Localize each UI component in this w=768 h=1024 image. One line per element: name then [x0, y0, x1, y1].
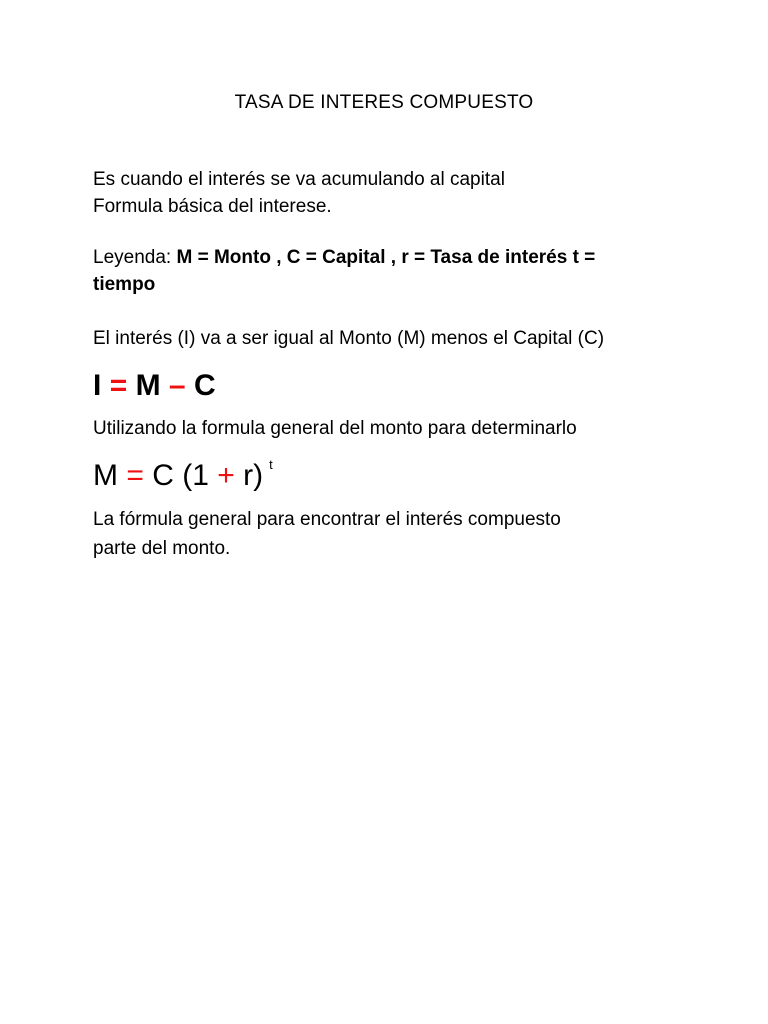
closing-line-1: La fórmula general para encontrar el interés compuesto: [93, 509, 561, 530]
formula1-minus: –: [168, 369, 186, 402]
closing-line-2: parte del monto.: [93, 538, 231, 559]
formula2-part-b: r): [243, 459, 264, 492]
interest-formula: [93, 366, 216, 406]
formula2-exponent: t: [269, 457, 273, 472]
legend-line-1: [93, 245, 595, 271]
formula1-middle: M: [135, 369, 161, 402]
legend-label: Leyenda:: [93, 247, 177, 268]
formula2-plus: +: [217, 459, 235, 492]
document-title: TASA DE INTERES COMPUESTO: [234, 92, 534, 113]
formula2-equals: =: [126, 459, 144, 492]
general-formula-sentence: Utilizando la formula general del monto para determinarlo: [93, 418, 577, 439]
formula2-part-a: C (1: [152, 459, 209, 492]
formula1-equals: =: [109, 369, 128, 402]
intro-line-1: Es cuando el interés se va acumulando al capital: [93, 169, 505, 190]
interest-sentence: El interés (I) va a ser igual al Monto (M) menos el Capital (C): [93, 328, 605, 349]
legend-definitions: M = Monto , C = Capital , r = Tasa de interés t =: [176, 247, 596, 268]
formula1-left: I: [93, 369, 102, 402]
intro-line-2: Formula básica del interese.: [93, 196, 332, 217]
amount-formula: [93, 456, 273, 501]
legend-line-2: tiempo: [93, 274, 156, 295]
formula2-left: M: [93, 459, 118, 492]
formula1-right: C: [193, 369, 216, 402]
